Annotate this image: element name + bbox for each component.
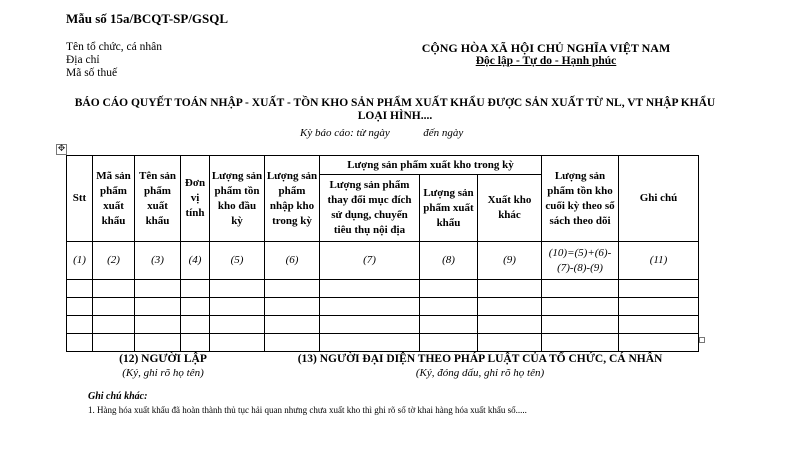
table-cell[interactable] bbox=[265, 280, 320, 298]
column-number: (1) bbox=[67, 242, 93, 280]
column-number: (5) bbox=[210, 242, 265, 280]
table-cell[interactable] bbox=[619, 298, 699, 316]
preparer-title: (12) NGƯỜI LẬP bbox=[119, 353, 207, 365]
table-row bbox=[67, 298, 699, 316]
table-cell[interactable] bbox=[93, 298, 135, 316]
table-cell[interactable] bbox=[542, 280, 619, 298]
column-number: (9) bbox=[478, 242, 542, 280]
header-unit: Đơn vị tính bbox=[181, 156, 210, 242]
table-cell[interactable] bbox=[135, 280, 181, 298]
organization-tax-code-label: Mã số thuế bbox=[66, 67, 118, 79]
nation-motto: Độc lập - Tự do - Hạnh phúc bbox=[475, 55, 617, 67]
table-cell[interactable] bbox=[181, 316, 210, 334]
header-outgoing-group: Lượng sản phẩm xuất kho trong kỳ bbox=[320, 156, 542, 175]
header-product-name: Tên sản phẩm xuất khẩu bbox=[135, 156, 181, 242]
table-cell[interactable] bbox=[478, 316, 542, 334]
column-number: (11) bbox=[619, 242, 699, 280]
form-number: Mẫu số 15a/BCQT-SP/GSQL bbox=[66, 11, 229, 26]
table-cell[interactable] bbox=[210, 280, 265, 298]
period-from-label: Kỳ báo cáo: từ ngày bbox=[300, 127, 390, 139]
table-cell[interactable] bbox=[181, 334, 210, 352]
table-cell[interactable] bbox=[619, 334, 699, 352]
period-to-label: đến ngày bbox=[423, 127, 464, 139]
table-cell[interactable] bbox=[67, 334, 93, 352]
representative-signature bbox=[288, 352, 672, 380]
table-cell[interactable] bbox=[420, 280, 478, 298]
table-cell[interactable] bbox=[135, 334, 181, 352]
table-cell[interactable] bbox=[181, 298, 210, 316]
table-cell[interactable] bbox=[93, 334, 135, 352]
header-exported: Lượng sản phẩm xuất khẩu bbox=[420, 175, 478, 242]
table-cell[interactable] bbox=[320, 316, 420, 334]
representative-note: (Ký, đóng dấu, ghi rõ họ tên) bbox=[415, 367, 545, 379]
header-notes: Ghi chú bbox=[619, 156, 699, 242]
table-cell[interactable] bbox=[210, 298, 265, 316]
preparer-note: (Ký, ghi rõ họ tên) bbox=[122, 367, 204, 379]
table-cell[interactable] bbox=[619, 280, 699, 298]
table-cell[interactable] bbox=[478, 298, 542, 316]
table-row bbox=[67, 334, 699, 352]
column-number: (6) bbox=[265, 242, 320, 280]
table-cell[interactable] bbox=[181, 280, 210, 298]
table-cell[interactable] bbox=[67, 280, 93, 298]
move-icon[interactable]: ✥ bbox=[57, 144, 66, 154]
notes-title: Ghi chú khác: bbox=[88, 391, 148, 402]
table-cell[interactable] bbox=[420, 298, 478, 316]
table-cell[interactable] bbox=[135, 298, 181, 316]
column-number: (3) bbox=[135, 242, 181, 280]
table-cell[interactable] bbox=[67, 316, 93, 334]
table-cell[interactable] bbox=[265, 298, 320, 316]
header-opening-stock: Lượng sản phẩm tồn kho đầu kỳ bbox=[210, 156, 265, 242]
organization-info bbox=[66, 41, 162, 80]
table-cell[interactable] bbox=[265, 334, 320, 352]
header-closing-stock: Lượng sản phẩm tồn kho cuối kỳ theo sổ sách theo dõi bbox=[542, 156, 619, 242]
table-cell[interactable] bbox=[420, 334, 478, 352]
table-cell[interactable] bbox=[420, 316, 478, 334]
column-number: (4) bbox=[181, 242, 210, 280]
column-number: (7) bbox=[320, 242, 420, 280]
report-period bbox=[300, 127, 463, 139]
preparer-signature bbox=[108, 352, 218, 380]
table-cell[interactable] bbox=[320, 334, 420, 352]
table-row bbox=[67, 280, 699, 298]
representative-title: (13) NGƯỜI ĐẠI DIỆN THEO PHÁP LUẬT CỦA TỔ CHỨC, CÁ NHÂN bbox=[297, 353, 663, 365]
table-cell[interactable] bbox=[320, 298, 420, 316]
table-cell[interactable] bbox=[320, 280, 420, 298]
column-number: (2) bbox=[93, 242, 135, 280]
table-cell[interactable] bbox=[619, 316, 699, 334]
header-product-code: Mã sản phẩm xuất khẩu bbox=[93, 156, 135, 242]
header-imported: Lượng sản phẩm nhập kho trong kỳ bbox=[265, 156, 320, 242]
header-other-out: Xuất kho khác bbox=[478, 175, 542, 242]
table-cell[interactable] bbox=[265, 316, 320, 334]
organization-name-label: Tên tổ chức, cá nhân bbox=[66, 41, 162, 53]
table-cell[interactable] bbox=[542, 316, 619, 334]
inventory-table bbox=[66, 155, 699, 352]
table-cell[interactable] bbox=[93, 316, 135, 334]
table-cell[interactable] bbox=[478, 280, 542, 298]
header-stt: Stt bbox=[67, 156, 93, 242]
table-cell[interactable] bbox=[478, 334, 542, 352]
table-cell[interactable] bbox=[210, 334, 265, 352]
table-cell[interactable] bbox=[67, 298, 93, 316]
organization-address-label: Địa chỉ bbox=[66, 54, 100, 66]
report-title: BÁO CÁO QUYẾT TOÁN NHẬP - XUẤT - TỒN KHO SẢN PHẨM XUẤT KHẨU ĐƯỢC SẢN XUẤT TỪ NL, VT NHẬP KHẨU LOẠI HÌNH.... bbox=[74, 97, 716, 122]
table-cell[interactable] bbox=[135, 316, 181, 334]
table-cell[interactable] bbox=[210, 316, 265, 334]
table-cell[interactable] bbox=[93, 280, 135, 298]
header-repurposed: Lượng sản phẩm thay đổi mục đích sử dụng, chuyển tiêu thụ nội địa bbox=[320, 175, 420, 242]
resize-icon[interactable] bbox=[699, 337, 705, 343]
table-row bbox=[67, 316, 699, 334]
note-item: 1. Hàng hóa xuất khẩu đã hoàn thành thủ tục hải quan nhưng chưa xuất kho thì ghi rõ số tờ khai hàng hóa xuất khẩu số..... bbox=[88, 405, 527, 415]
table-cell[interactable] bbox=[542, 334, 619, 352]
column-number: (10)=(5)+(6)-(7)-(8)-(9) bbox=[542, 242, 619, 280]
column-number: (8) bbox=[420, 242, 478, 280]
table-cell[interactable] bbox=[542, 298, 619, 316]
nation-header: CỘNG HÒA XÃ HỘI CHỦ NGHĨA VIỆT NAM bbox=[421, 41, 671, 55]
